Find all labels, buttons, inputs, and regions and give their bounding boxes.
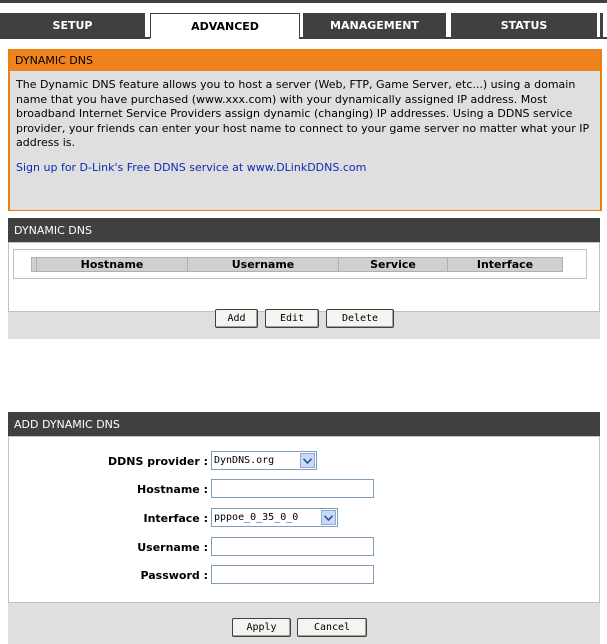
ddns-table (13, 249, 587, 279)
chevron-down-icon (321, 510, 336, 525)
tab-rule-left (0, 37, 150, 39)
password-input[interactable] (211, 565, 374, 584)
password-label: Password : (140, 569, 208, 582)
hostname-input[interactable] (211, 479, 374, 498)
top-rule (0, 0, 607, 3)
cancel-button[interactable]: Cancel (297, 618, 367, 637)
dlink-ddns-signup-link[interactable]: Sign up for D-Link's Free DDNS service at www.DLinkDDNS.com (16, 160, 367, 174)
add-button[interactable]: Add (215, 309, 258, 328)
add-ddns-title: ADD DYNAMIC DNS (8, 412, 600, 436)
interface-label: Interface : (143, 512, 208, 525)
delete-button[interactable]: Delete (326, 309, 394, 328)
username-label: Username : (137, 541, 208, 554)
edit-button[interactable]: Edit (265, 309, 319, 328)
ddns-provider-value: DynDNS.org (214, 455, 275, 466)
tab-rule-right (299, 37, 607, 39)
tab-edge (600, 13, 603, 38)
tab-setup[interactable]: SETUP (0, 13, 145, 38)
apply-button[interactable]: Apply (232, 618, 291, 637)
ddns-table-title: DYNAMIC DNS (8, 218, 600, 242)
username-input[interactable] (211, 537, 374, 556)
interface-value: pppoe_0_35_0_0 (214, 512, 299, 523)
tab-management[interactable]: MANAGEMENT (303, 13, 446, 38)
chevron-down-icon (300, 453, 315, 468)
dynamic-dns-intro-panel (8, 49, 602, 211)
interface-select[interactable] (211, 508, 338, 527)
col-interface: Interface (447, 257, 563, 272)
add-ddns-section (8, 412, 600, 644)
ddns-provider-label: DDNS provider : (107, 455, 208, 468)
tab-advanced[interactable]: ADVANCED (150, 13, 300, 38)
ddns-provider-select[interactable] (211, 451, 317, 470)
intro-description: The Dynamic DNS feature allows you to host a server (Web, FTP, Game Server, etc...) using a domain name that you have purchased (www.xxx.com) with your dynamically assigned IP address. Most broadband Internet Service Providers assign dynamic (changing) IP addresses. Using a DDNS service provider, your friends can enter your host name to connect to your game server no matter what your IP address is. (16, 78, 590, 149)
col-service: Service (338, 257, 448, 272)
tab-status[interactable]: STATUS (451, 13, 597, 38)
col-hostname: Hostname (36, 257, 188, 272)
intro-title: DYNAMIC DNS (10, 50, 600, 71)
col-username: Username (187, 257, 339, 272)
hostname-label: Hostname : (137, 483, 208, 496)
